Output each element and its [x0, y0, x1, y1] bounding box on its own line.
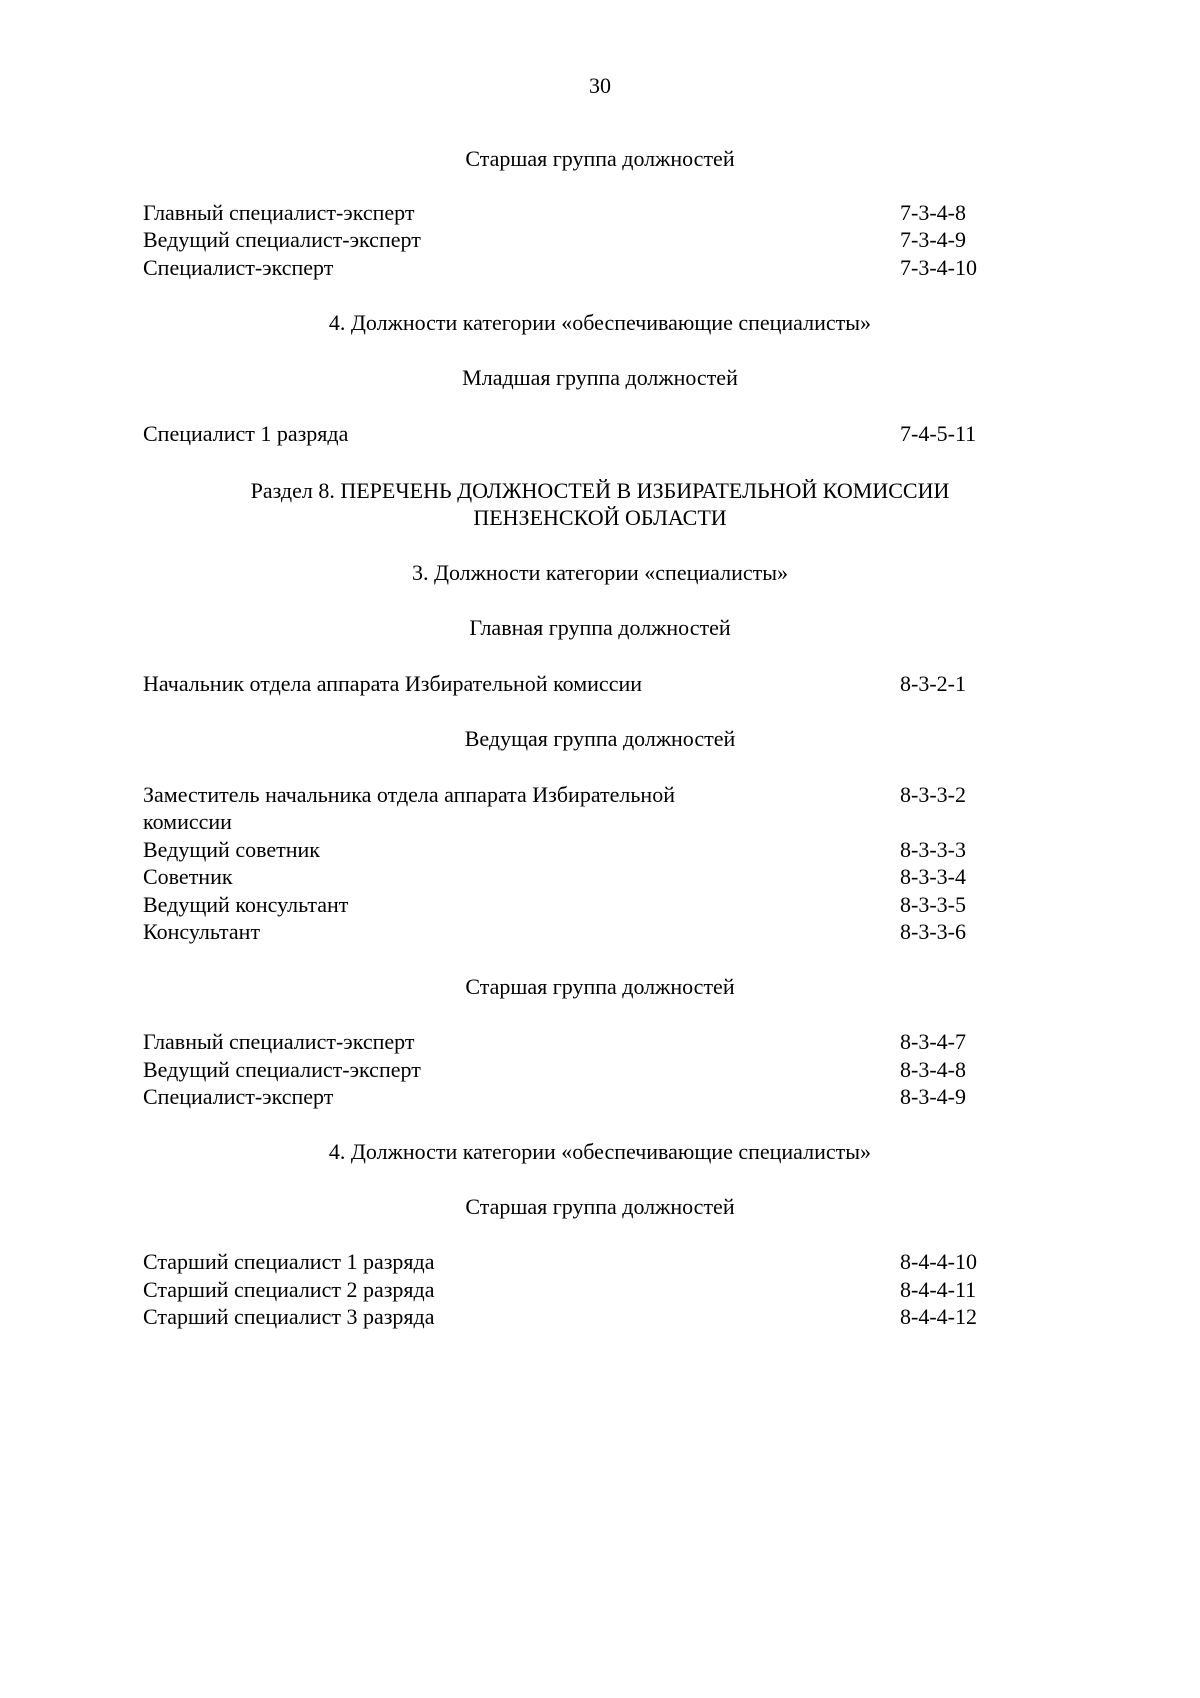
section-heading: Ведущая группа должностей [464, 726, 736, 751]
section-heading: 4. Должности категории «обеспечивающие специалисты» [328, 310, 872, 335]
position-name: Заместитель начальника отдела аппарата Избирательной [143, 782, 675, 807]
page-number: 30 [589, 73, 611, 98]
section-heading: Раздел 8. ПЕРЕЧЕНЬ ДОЛЖНОСТЕЙ В ИЗБИРАТЕЛЬНОЙ КОМИССИИ [250, 478, 950, 503]
position-code: 7-3-4-10 [900, 255, 977, 280]
position-name: Старший специалист 3 разряда [143, 1304, 435, 1329]
section-heading: Старшая группа должностей [465, 146, 735, 171]
position-name: Главный специалист-эксперт [143, 1029, 415, 1054]
position-name: Начальник отдела аппарата Избирательной комиссии [143, 671, 643, 696]
position-code: 8-3-4-7 [900, 1029, 966, 1054]
position-code: 8-3-4-8 [900, 1057, 966, 1082]
position-code: 8-4-4-11 [900, 1277, 977, 1302]
position-code: 7-3-4-8 [900, 200, 966, 225]
section-heading: 3. Должности категории «специалисты» [411, 560, 789, 585]
position-name: Ведущий советник [143, 837, 320, 862]
position-code: 8-3-3-6 [900, 919, 966, 944]
position-code: 7-4-5-11 [900, 421, 977, 446]
section-heading: Младшая группа должностей [462, 365, 738, 390]
position-name: Ведущий специалист-эксперт [143, 1057, 421, 1082]
position-name: Старший специалист 2 разряда [143, 1277, 435, 1302]
position-name: Главный специалист-эксперт [143, 200, 415, 225]
position-name: Консультант [143, 919, 261, 944]
section-heading: Старшая группа должностей [465, 974, 735, 999]
position-code: 8-3-3-5 [900, 892, 966, 917]
position-name: Специалист 1 разряда [143, 421, 349, 446]
section-heading: Старшая группа должностей [465, 1194, 735, 1219]
section-heading: Главная группа должностей [469, 615, 731, 640]
position-name: комиссии [143, 809, 232, 834]
position-name: Ведущий консультант [143, 892, 349, 917]
position-name: Старший специалист 1 разряда [143, 1249, 435, 1274]
position-code: 8-3-2-1 [900, 671, 966, 696]
section-heading: ПЕНЗЕНСКОЙ ОБЛАСТИ [473, 505, 727, 530]
position-code: 7-3-4-9 [900, 227, 966, 252]
position-code: 8-3-3-2 [900, 782, 966, 807]
position-code: 8-3-3-4 [900, 864, 966, 889]
position-name: Специалист-эксперт [143, 1084, 334, 1109]
position-name: Советник [143, 864, 233, 889]
position-name: Ведущий специалист-эксперт [143, 227, 421, 252]
section-heading: 4. Должности категории «обеспечивающие специалисты» [328, 1139, 872, 1164]
position-code: 8-4-4-12 [900, 1304, 977, 1329]
position-code: 8-3-4-9 [900, 1084, 966, 1109]
position-code: 8-3-3-3 [900, 837, 966, 862]
position-name: Специалист-эксперт [143, 255, 334, 280]
position-code: 8-4-4-10 [900, 1249, 977, 1274]
